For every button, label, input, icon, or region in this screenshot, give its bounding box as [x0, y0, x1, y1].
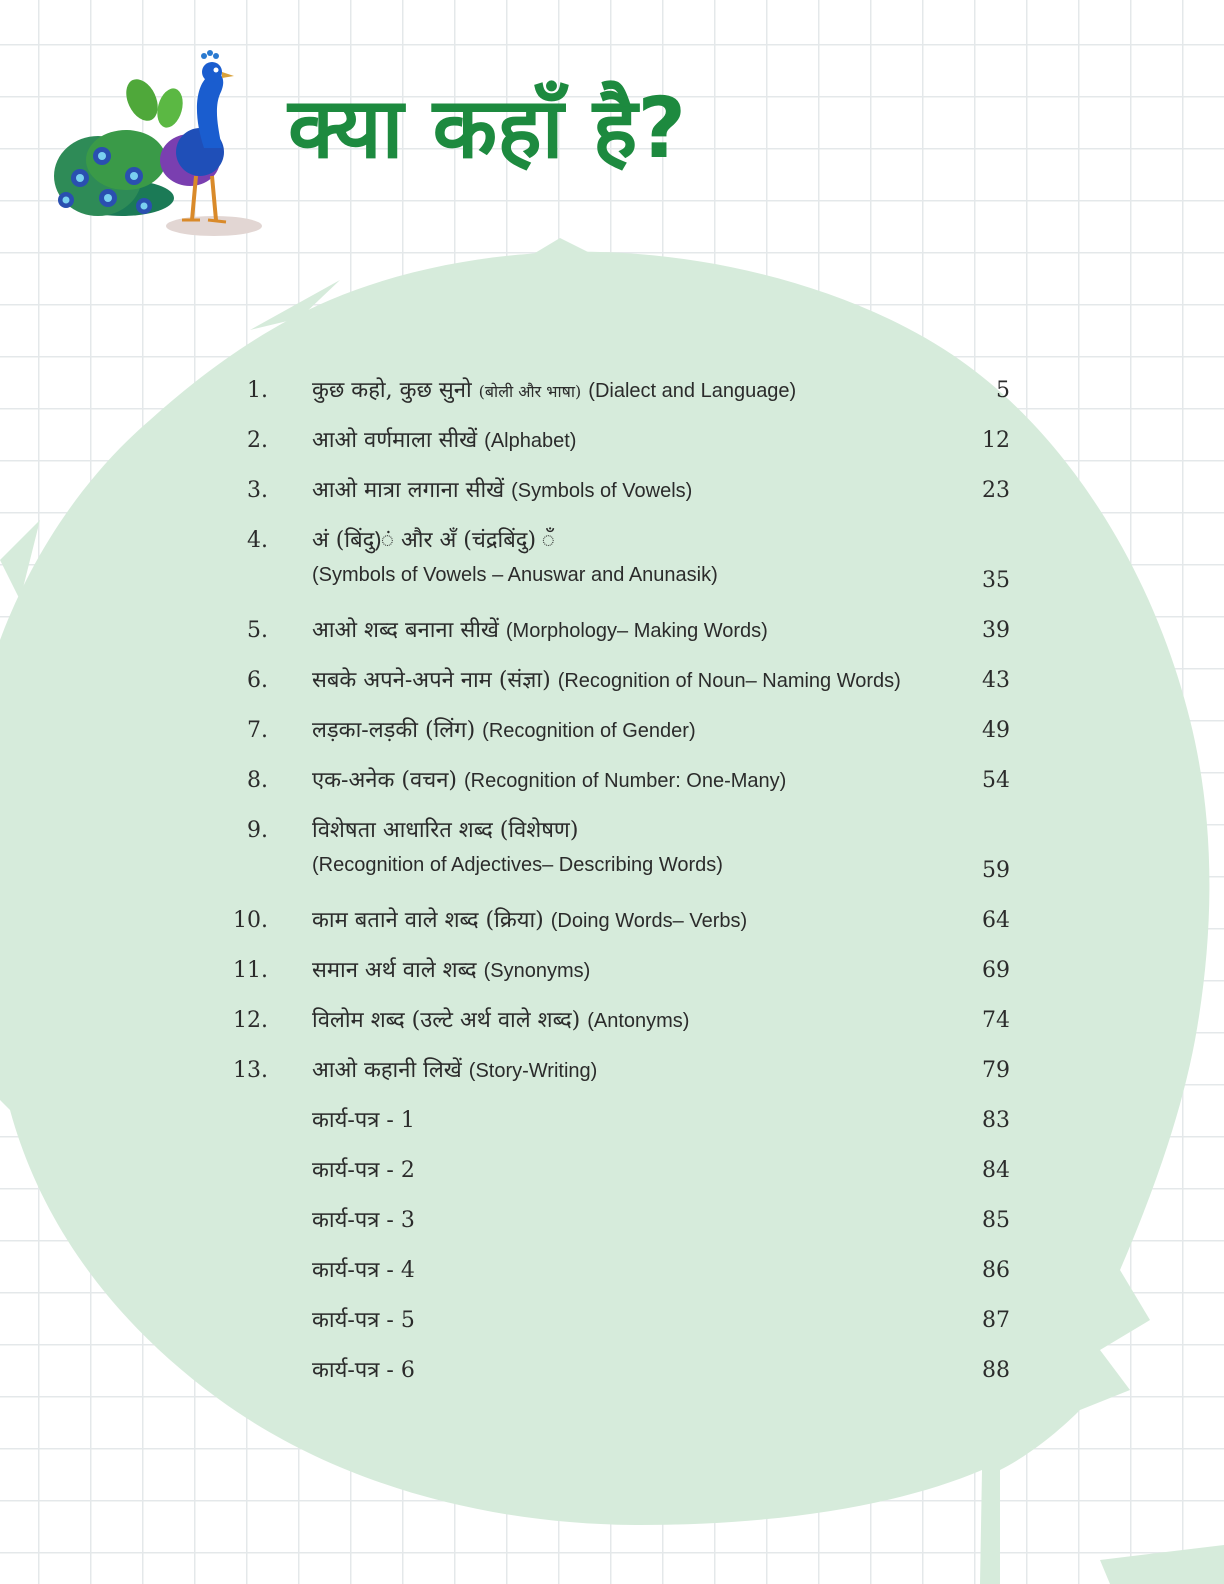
toc-page-number: 12	[982, 428, 1010, 453]
toc-number: 4.	[247, 528, 268, 553]
toc-title-english: (Recognition of Gender)	[482, 720, 696, 742]
toc-title-hindi: आओ शब्द बनाना सीखें	[312, 618, 499, 643]
toc-page-number: 86	[982, 1258, 1010, 1283]
toc-title-hindi-note: (बोली और भाषा)	[478, 382, 582, 401]
toc-title	[312, 1304, 415, 1334]
toc-title	[312, 1004, 689, 1034]
toc-number: 10.	[233, 908, 268, 933]
toc-page-number: 43	[982, 668, 1010, 693]
toc-number: 12.	[233, 1008, 268, 1033]
toc-page-number: 64	[982, 908, 1010, 933]
toc-entry[interactable]	[0, 1052, 1224, 1102]
toc-entry[interactable]	[0, 372, 1224, 422]
toc-title-english: (Recognition of Noun– Naming Words)	[557, 670, 901, 692]
toc-title-hindi: विशेषता आधारित शब्द (विशेषण)	[312, 818, 579, 843]
toc-title-english: (Alphabet)	[484, 430, 577, 452]
toc-entry[interactable]	[0, 1002, 1224, 1052]
toc-title	[312, 424, 576, 454]
toc-page-number: 69	[982, 958, 1010, 983]
toc-entry[interactable]	[0, 1102, 1224, 1152]
toc-title-english: (Recognition of Adjectives– Describing Words)	[312, 854, 723, 876]
peacock-icon	[44, 48, 272, 244]
toc-number: 7.	[247, 718, 268, 743]
toc-title-english: (Dialect and Language)	[588, 380, 797, 402]
toc-title-hindi: आओ वर्णमाला सीखें	[312, 428, 478, 453]
toc-entry[interactable]	[0, 952, 1224, 1002]
toc-title	[312, 1154, 415, 1184]
toc-title-hindi: कुछ कहो, कुछ सुनो	[312, 378, 472, 403]
toc-entry[interactable]	[0, 902, 1224, 952]
toc-title	[312, 374, 796, 404]
toc-title-hindi: सबके अपने-अपने नाम (संज्ञा)	[312, 668, 551, 693]
toc-title-hindi: लड़का-लड़की (लिंग)	[312, 718, 476, 743]
toc-entry[interactable]	[0, 1302, 1224, 1352]
toc-title	[312, 524, 555, 554]
toc-title-hindi: विलोम शब्द (उल्टे अर्थ वाले शब्द)	[312, 1008, 581, 1033]
toc-entry[interactable]	[0, 1202, 1224, 1252]
toc-number: 11.	[233, 958, 268, 983]
toc-number: 1.	[247, 378, 268, 403]
toc-title-hindi: अं (बिंदु)ं और अँ (चंद्रबिंदु) ँ	[312, 528, 555, 553]
toc-number: 13.	[233, 1058, 268, 1083]
toc-title-english: (Symbols of Vowels)	[511, 480, 693, 502]
toc-title-hindi: समान अर्थ वाले शब्द	[312, 958, 477, 983]
toc-number: 5.	[247, 618, 268, 643]
table-of-contents	[0, 372, 1224, 1402]
toc-page-number: 5	[996, 378, 1010, 403]
toc-page-number: 87	[982, 1308, 1010, 1333]
toc-title-hindi: कार्य-पत्र - 6	[312, 1358, 415, 1383]
toc-entry[interactable]	[0, 422, 1224, 472]
toc-title	[312, 814, 578, 844]
toc-entry[interactable]	[0, 612, 1224, 662]
toc-title-hindi: कार्य-पत्र - 3	[312, 1208, 415, 1233]
toc-entry[interactable]	[0, 762, 1224, 812]
toc-page-number: 74	[982, 1008, 1010, 1033]
toc-title-english: (Synonyms)	[483, 960, 591, 982]
toc-title-hindi: कार्य-पत्र - 5	[312, 1308, 415, 1333]
toc-page-number: 35	[982, 568, 1010, 593]
toc-title-hindi: कार्य-पत्र - 1	[312, 1108, 415, 1133]
toc-title	[312, 764, 786, 794]
toc-page-number: 79	[982, 1058, 1010, 1083]
toc-page-number: 49	[982, 718, 1010, 743]
toc-title	[312, 954, 590, 984]
toc-page-number: 23	[982, 478, 1010, 503]
toc-title-english: (Symbols of Vowels – Anuswar and Anunasik)	[312, 564, 718, 586]
toc-entry[interactable]	[0, 522, 1224, 612]
toc-number: 9.	[247, 818, 268, 843]
toc-title	[312, 714, 696, 744]
toc-entry[interactable]	[0, 1252, 1224, 1302]
toc-number: 2.	[247, 428, 268, 453]
toc-title	[312, 474, 692, 504]
toc-number: 6.	[247, 668, 268, 693]
toc-title-english: (Doing Words– Verbs)	[550, 910, 748, 932]
toc-title	[312, 664, 901, 694]
toc-title-hindi: आओ कहानी लिखें	[312, 1058, 462, 1083]
toc-title	[312, 1354, 415, 1384]
toc-page-number: 39	[982, 618, 1010, 643]
toc-number: 3.	[247, 478, 268, 503]
toc-title	[312, 614, 768, 644]
toc-title-hindi: कार्य-पत्र - 4	[312, 1258, 415, 1283]
toc-title-hindi: एक-अनेक (वचन)	[312, 768, 457, 793]
page-title: क्या कहाँ है?	[288, 79, 687, 177]
toc-page-number: 59	[982, 858, 1010, 883]
toc-title-hindi: काम बताने वाले शब्द (क्रिया)	[312, 908, 544, 933]
toc-entry[interactable]	[0, 812, 1224, 902]
toc-entry[interactable]	[0, 662, 1224, 712]
toc-title-english: (Morphology– Making Words)	[505, 620, 768, 642]
toc-page-number: 88	[982, 1358, 1010, 1383]
toc-title-english: (Recognition of Number: One-Many)	[463, 770, 787, 792]
toc-title	[312, 1204, 415, 1234]
toc-title-hindi: कार्य-पत्र - 2	[312, 1158, 415, 1183]
toc-title	[312, 1104, 415, 1134]
toc-page-number: 84	[982, 1158, 1010, 1183]
toc-entry[interactable]	[0, 472, 1224, 522]
toc-title	[312, 904, 747, 934]
toc-entry[interactable]	[0, 1352, 1224, 1402]
toc-entry[interactable]	[0, 712, 1224, 762]
toc-title	[312, 1054, 597, 1084]
toc-title	[312, 1254, 415, 1284]
toc-page-number: 54	[982, 768, 1010, 793]
toc-title-english: (Story-Writing)	[468, 1060, 598, 1082]
toc-title-english: (Antonyms)	[587, 1010, 690, 1032]
toc-entry[interactable]	[0, 1152, 1224, 1202]
toc-number: 8.	[247, 768, 268, 793]
toc-page-number: 85	[982, 1208, 1010, 1233]
toc-title-hindi: आओ मात्रा लगाना सीखें	[312, 478, 505, 503]
toc-page-number: 83	[982, 1108, 1010, 1133]
